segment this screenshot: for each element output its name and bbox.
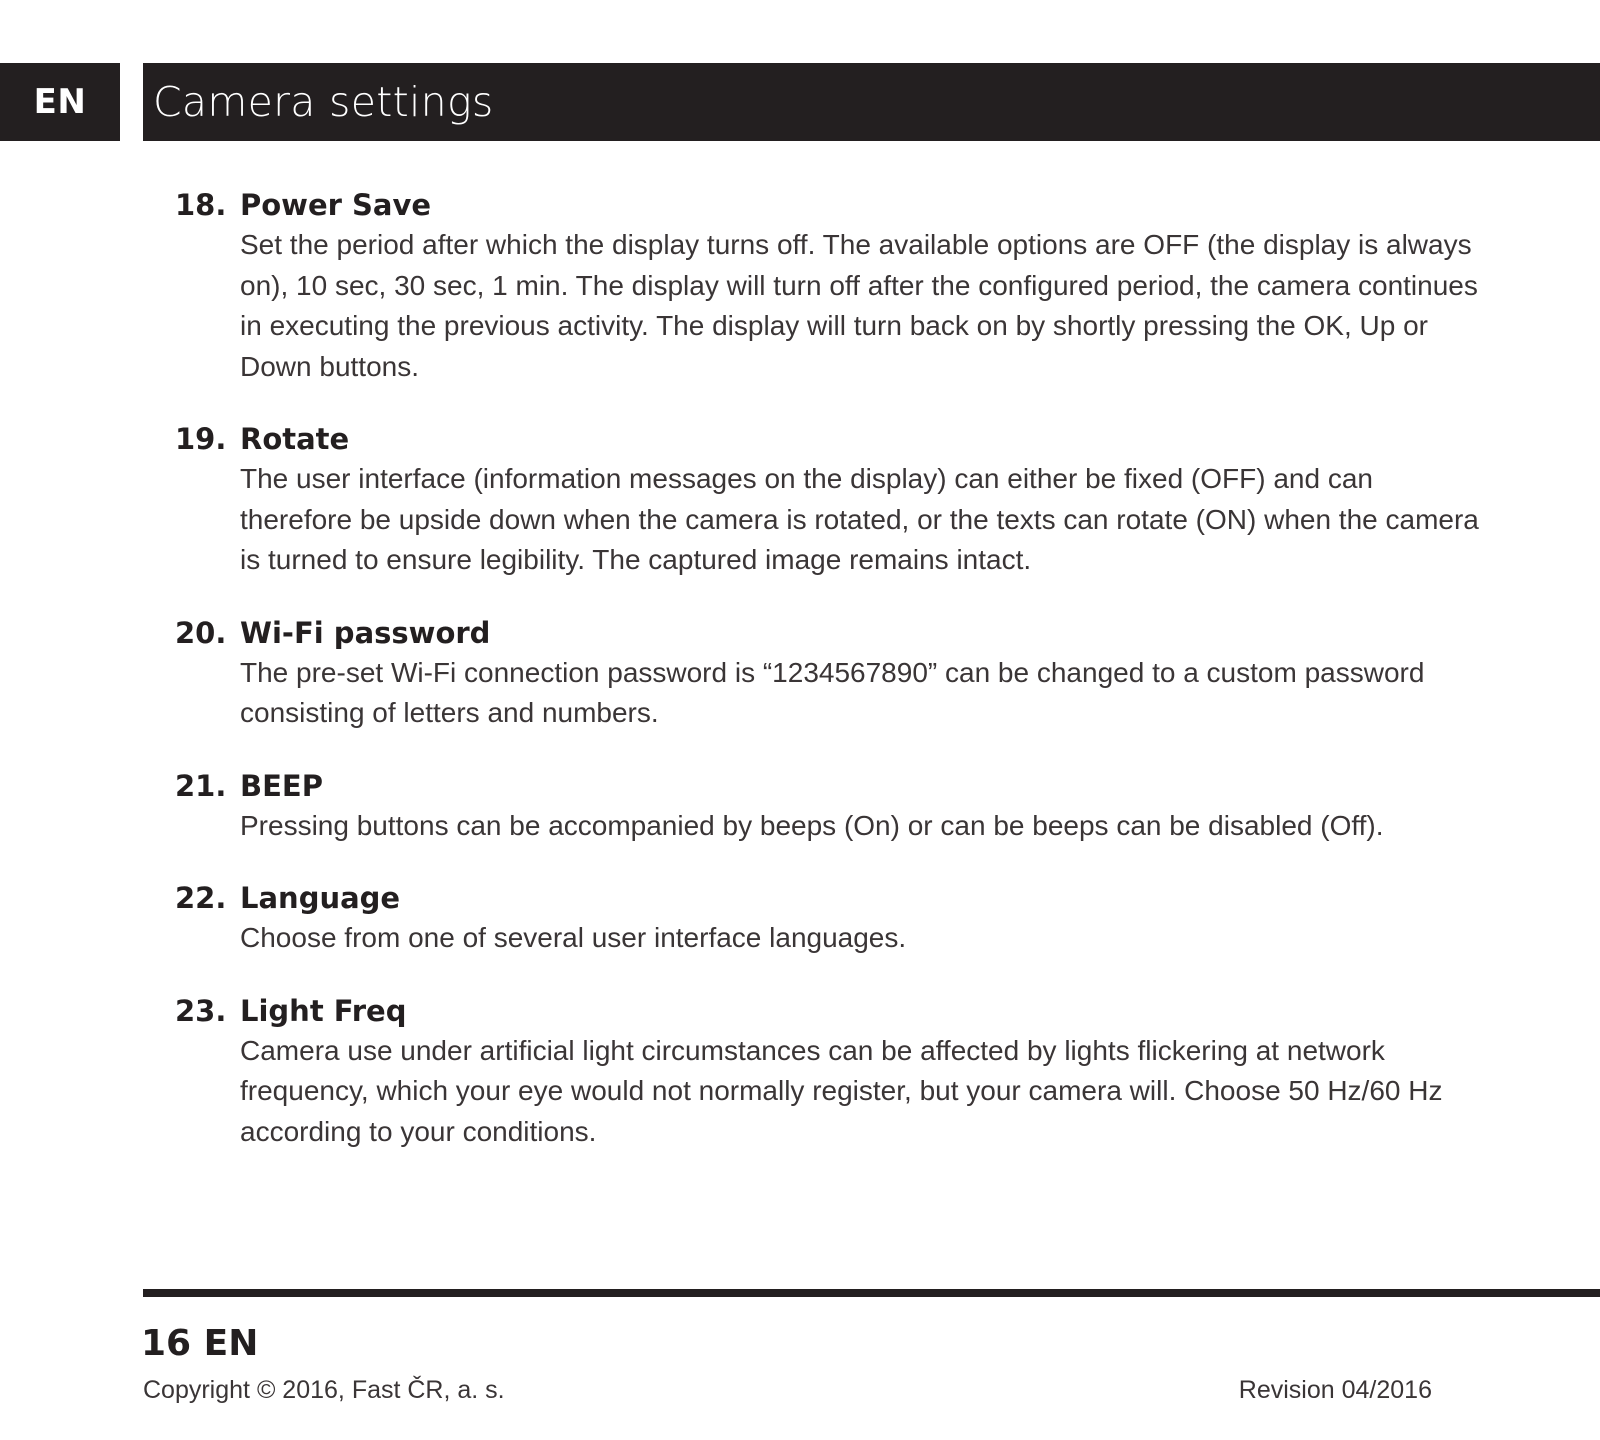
list-item xyxy=(175,185,1485,387)
item-title: Wi-Fi password xyxy=(240,615,491,650)
settings-list xyxy=(175,185,1485,1184)
item-title: Rotate xyxy=(240,422,350,456)
item-description: The pre-set Wi-Fi connection password is “1234567890” can be changed to a custom password consisting of letters and numbers. xyxy=(240,656,1425,728)
header-bar xyxy=(143,63,1600,141)
item-title: Power Save xyxy=(240,188,432,222)
list-item xyxy=(175,613,1485,734)
item-number: 20. xyxy=(175,615,227,650)
revision-text: Revision 04/2016 xyxy=(1238,1376,1432,1404)
language-tab: EN xyxy=(0,63,120,141)
item-description: Choose from one of several user interface languages. xyxy=(240,922,907,953)
copyright-text: Copyright © 2016, Fast ČR, a. s. xyxy=(143,1376,505,1404)
item-title: BEEP xyxy=(240,768,323,803)
item-description: Camera use under artificial light circumstances can be affected by lights flickering at network frequency, which your eye would not normally register, but your camera will. Choose 50 Hz/60 Hz according to your conditions. xyxy=(240,1034,1443,1147)
list-item xyxy=(175,878,1485,959)
page-title: Camera settings xyxy=(153,78,494,126)
page-number: 16 EN xyxy=(141,1323,259,1364)
item-number: 19. xyxy=(175,422,227,456)
item-title: Language xyxy=(240,881,401,915)
item-number: 22. xyxy=(175,881,227,915)
item-number: 23. xyxy=(175,993,227,1028)
list-item xyxy=(175,766,1485,847)
item-title: Light Freq xyxy=(240,993,407,1028)
item-number: 21. xyxy=(175,768,227,803)
item-description: Set the period after which the display turns off. The available options are OFF (the display is always on), 10 sec, 30 sec, 1 min. The display will turn off after the configured period, the camera continues in executing the previous activity. The display will turn back on by shortly pressing the OK, Up or Down buttons. xyxy=(240,229,1478,382)
list-item xyxy=(175,991,1485,1153)
item-number: 18. xyxy=(175,188,227,222)
footer-divider xyxy=(143,1289,1600,1297)
item-description: The user interface (information messages on the display) can either be fixed (OFF) and can therefore be upside down when the camera is rotated, or the texts can rotate (ON) when the camera is turned to ensure legibility. The captured image remains intact. xyxy=(240,463,1479,575)
item-description: Pressing buttons can be accompanied by beeps (On) or can be beeps can be disabled (Off). xyxy=(240,809,1384,841)
list-item xyxy=(175,419,1485,581)
